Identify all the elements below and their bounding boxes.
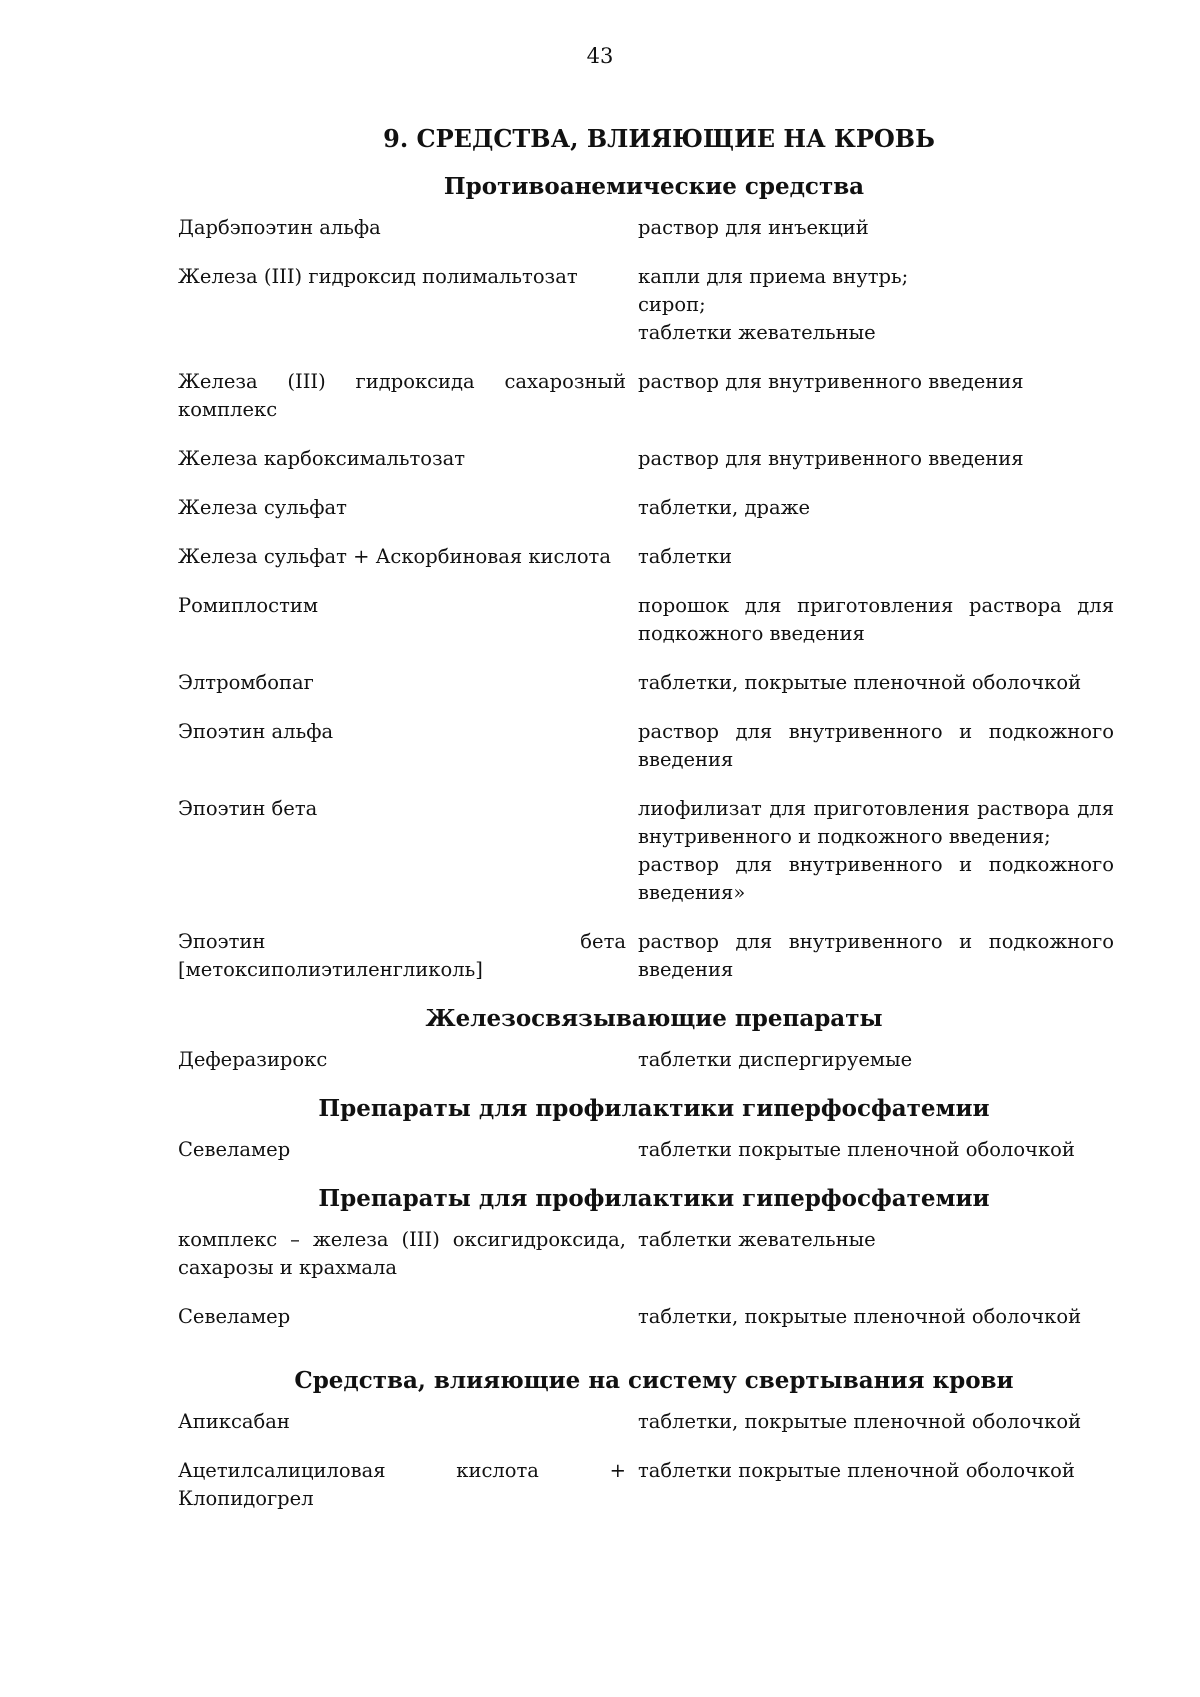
section-1 [178, 1005, 1130, 1074]
dosage-forms [638, 1303, 1114, 1331]
dosage-form-line: таблетки, драже [638, 496, 811, 519]
page-number: 43 [586, 44, 614, 68]
drug-name: Железа (III) гидроксид полимальтозат [178, 265, 578, 288]
dosage-forms [638, 928, 1114, 984]
drug-name: Апиксабан [178, 1410, 290, 1433]
dosage-form-line: таблетки [638, 545, 733, 568]
dosage-form-line: раствор для инъекций [638, 216, 869, 239]
dosage-form-line: раствор для внутривенного и подкожного введения» [638, 853, 1114, 904]
dosage-forms [638, 445, 1114, 473]
section-4 [178, 1367, 1130, 1513]
dosage-form-line: лиофилизат для приготовления раствора для внутривенного и подкожного введения; [638, 797, 1114, 848]
document-content [178, 124, 1130, 1534]
drug-name: Севеламер [178, 1138, 291, 1161]
drug-row [178, 494, 1130, 522]
drug-row [178, 1136, 1130, 1164]
dosage-forms [638, 263, 1114, 347]
drug-name: Железа карбоксимальтозат [178, 447, 466, 470]
drug-name: Деферазирокс [178, 1048, 328, 1071]
dosage-forms [638, 214, 1114, 242]
drug-name: Железа сульфат [178, 496, 347, 519]
drug-row [178, 718, 1130, 774]
dosage-form-line: таблетки жевательные [638, 1228, 876, 1251]
dosage-form-line: раствор для внутривенного и подкожного введения [638, 720, 1114, 771]
dosage-forms [638, 368, 1114, 424]
drug-name: Эпоэтин альфа [178, 720, 334, 743]
drug-row [178, 445, 1130, 473]
dosage-form-line: таблетки, покрытые пленочной оболочкой [638, 1305, 1082, 1328]
drug-name: Железа сульфат + Аскорбиновая кислота [178, 545, 611, 568]
dosage-form-line: раствор для внутривенного введения [638, 447, 1024, 470]
drug-name: Дарбэпоэтин альфа [178, 216, 381, 239]
dosage-forms [638, 669, 1114, 697]
section-title: Противоанемические средства [443, 173, 865, 200]
dosage-form-line: таблетки покрытые пленочной оболочкой [638, 1459, 1075, 1482]
dosage-form-line: таблетки жевательные [638, 321, 876, 344]
section-title: Железосвязывающие препараты [425, 1005, 883, 1032]
dosage-forms [638, 1136, 1114, 1164]
section-3 [178, 1185, 1130, 1331]
dosage-form-line: таблетки диспергируемые [638, 1048, 913, 1071]
dosage-forms [638, 1226, 1114, 1282]
sections-container [178, 173, 1130, 1513]
dosage-form-line: таблетки, покрытые пленочной оболочкой [638, 671, 1082, 694]
dosage-forms [638, 718, 1114, 774]
dosage-forms [638, 592, 1114, 648]
drug-name: Эпоэтин бета [метоксиполиэтиленгликоль] [178, 930, 626, 981]
dosage-form-line: таблетки, покрытые пленочной оболочкой [638, 1410, 1082, 1433]
drug-name: комплекс – железа (III) оксигидроксида, сахарозы и крахмала [178, 1228, 626, 1279]
drug-row [178, 263, 1130, 347]
section-title: Препараты для профилактики гиперфосфатемии [318, 1185, 990, 1212]
dosage-form-line: сироп; [638, 293, 706, 316]
dosage-form-line: порошок для приготовления раствора для подкожного введения [638, 594, 1114, 645]
drug-name: Севеламер [178, 1305, 291, 1328]
dosage-forms [638, 795, 1114, 907]
chapter-title: 9. СРЕДСТВА, ВЛИЯЮЩИЕ НА КРОВЬ [383, 124, 935, 153]
dosage-form-line: раствор для внутривенного введения [638, 370, 1024, 393]
section-0 [178, 173, 1130, 984]
dosage-forms [638, 494, 1114, 522]
section-2 [178, 1095, 1130, 1164]
drug-row [178, 1303, 1130, 1331]
drug-name: Эпоэтин бета [178, 797, 318, 820]
dosage-forms [638, 1046, 1114, 1074]
dosage-forms [638, 543, 1114, 571]
drug-row [178, 214, 1130, 242]
section-title: Препараты для профилактики гиперфосфатемии [318, 1095, 990, 1122]
drug-row [178, 543, 1130, 571]
drug-row [178, 928, 1130, 984]
drug-row [178, 1457, 1130, 1513]
drug-name: Железа (III) гидроксида сахарозный комплекс [178, 370, 626, 421]
drug-row [178, 795, 1130, 907]
dosage-forms [638, 1457, 1114, 1513]
drug-row [178, 1226, 1130, 1282]
drug-row [178, 669, 1130, 697]
drug-row [178, 592, 1130, 648]
dosage-form-line: капли для приема внутрь; [638, 265, 909, 288]
drug-name: Элтромбопаг [178, 671, 314, 694]
section-title: Средства, влияющие на систему свертывания крови [294, 1367, 1014, 1394]
drug-name: Ромиплостим [178, 594, 319, 617]
dosage-forms [638, 1408, 1114, 1436]
dosage-form-line: таблетки покрытые пленочной оболочкой [638, 1138, 1075, 1161]
drug-row [178, 368, 1130, 424]
drug-row [178, 1046, 1130, 1074]
dosage-form-line: раствор для внутривенного и подкожного введения [638, 930, 1114, 981]
drug-name: Ацетилсалициловая кислота + Клопидогрел [178, 1459, 626, 1510]
drug-row [178, 1408, 1130, 1436]
